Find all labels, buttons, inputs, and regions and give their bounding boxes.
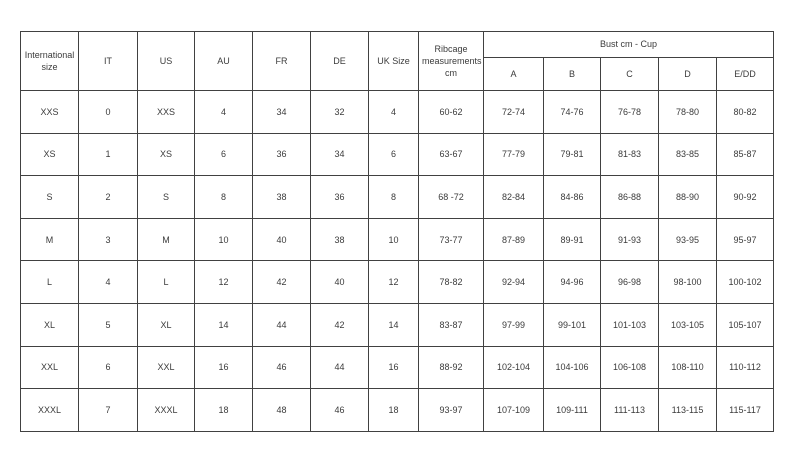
table-cell: 83-87 <box>419 303 484 346</box>
table-cell: 40 <box>253 218 311 261</box>
table-row <box>21 91 774 134</box>
table-row <box>21 346 774 389</box>
table-cell: 100-102 <box>717 261 774 304</box>
table-cell: 8 <box>369 176 419 219</box>
table-cell: L <box>21 261 79 304</box>
table-cell: 3 <box>79 218 138 261</box>
table-cell: 38 <box>311 218 369 261</box>
table-cell: 12 <box>369 261 419 304</box>
table-cell: 36 <box>311 176 369 219</box>
column-header-international-size: International size <box>21 32 79 91</box>
table-cell: 88-90 <box>659 176 717 219</box>
table-cell: 60-62 <box>419 91 484 134</box>
table-cell: 42 <box>253 261 311 304</box>
table-cell: 63-67 <box>419 133 484 176</box>
table-row <box>21 133 774 176</box>
table-cell: 77-79 <box>484 133 544 176</box>
table-cell: 14 <box>195 303 253 346</box>
table-cell: 79-81 <box>544 133 601 176</box>
table-cell: 87-89 <box>484 218 544 261</box>
column-header-uk-size: UK Size <box>369 32 419 91</box>
table-cell: 4 <box>79 261 138 304</box>
table-cell: XS <box>21 133 79 176</box>
column-header-fr: FR <box>253 32 311 91</box>
column-header-cup-edd: E/DD <box>717 58 774 91</box>
table-cell: XL <box>138 303 195 346</box>
table-header <box>21 32 774 91</box>
table-cell: 76-78 <box>601 91 659 134</box>
column-header-au: AU <box>195 32 253 91</box>
table-cell: 8 <box>195 176 253 219</box>
table-cell: 90-92 <box>717 176 774 219</box>
table-cell: XXL <box>21 346 79 389</box>
table-cell: 14 <box>369 303 419 346</box>
table-cell: 1 <box>79 133 138 176</box>
table-cell: 83-85 <box>659 133 717 176</box>
table-cell: 89-91 <box>544 218 601 261</box>
table-cell: 113-115 <box>659 389 717 432</box>
table-cell: XS <box>138 133 195 176</box>
table-cell: 74-76 <box>544 91 601 134</box>
column-group-header-bust-cup: Bust cm - Cup <box>484 32 774 58</box>
table-cell: 105-107 <box>717 303 774 346</box>
table-cell: 18 <box>369 389 419 432</box>
table-cell: M <box>138 218 195 261</box>
table-cell: 99-101 <box>544 303 601 346</box>
table-cell: 4 <box>195 91 253 134</box>
column-header-de: DE <box>311 32 369 91</box>
table-cell: 0 <box>79 91 138 134</box>
table-cell: 102-104 <box>484 346 544 389</box>
table-cell: 4 <box>369 91 419 134</box>
table-cell: 93-95 <box>659 218 717 261</box>
size-table-body <box>21 91 774 432</box>
table-cell: 111-113 <box>601 389 659 432</box>
table-cell: 94-96 <box>544 261 601 304</box>
table-cell: 46 <box>253 346 311 389</box>
table-cell: 78-80 <box>659 91 717 134</box>
table-cell: 46 <box>311 389 369 432</box>
table-row <box>21 261 774 304</box>
table-row <box>21 303 774 346</box>
table-cell: 107-109 <box>484 389 544 432</box>
table-cell: 106-108 <box>601 346 659 389</box>
header-row-top <box>21 32 774 58</box>
column-header-it: IT <box>79 32 138 91</box>
table-cell: 7 <box>79 389 138 432</box>
table-row <box>21 218 774 261</box>
table-cell: 10 <box>195 218 253 261</box>
table-cell: XXL <box>138 346 195 389</box>
table-cell: 88-92 <box>419 346 484 389</box>
table-cell: 68 -72 <box>419 176 484 219</box>
table-cell: 44 <box>311 346 369 389</box>
table-cell: 38 <box>253 176 311 219</box>
table-cell: 42 <box>311 303 369 346</box>
table-cell: 85-87 <box>717 133 774 176</box>
table-cell: 34 <box>311 133 369 176</box>
table-cell: 93-97 <box>419 389 484 432</box>
table-cell: 5 <box>79 303 138 346</box>
size-conversion-table <box>20 31 774 432</box>
table-cell: 84-86 <box>544 176 601 219</box>
table-cell: 103-105 <box>659 303 717 346</box>
table-cell: 80-82 <box>717 91 774 134</box>
column-header-cup-a: A <box>484 58 544 91</box>
table-cell: 6 <box>195 133 253 176</box>
table-cell: 40 <box>311 261 369 304</box>
table-cell: 98-100 <box>659 261 717 304</box>
table-cell: 16 <box>195 346 253 389</box>
table-cell: 12 <box>195 261 253 304</box>
table-cell: 73-77 <box>419 218 484 261</box>
table-cell: 101-103 <box>601 303 659 346</box>
table-cell: 81-83 <box>601 133 659 176</box>
table-cell: 82-84 <box>484 176 544 219</box>
table-cell: S <box>21 176 79 219</box>
column-header-cup-c: C <box>601 58 659 91</box>
table-cell: S <box>138 176 195 219</box>
table-cell: 36 <box>253 133 311 176</box>
table-cell: 96-98 <box>601 261 659 304</box>
table-cell: XL <box>21 303 79 346</box>
table-cell: 91-93 <box>601 218 659 261</box>
table-cell: 48 <box>253 389 311 432</box>
table-cell: 110-112 <box>717 346 774 389</box>
table-cell: 92-94 <box>484 261 544 304</box>
table-cell: 86-88 <box>601 176 659 219</box>
table-row <box>21 389 774 432</box>
table-cell: XXS <box>21 91 79 134</box>
table-cell: 44 <box>253 303 311 346</box>
table-cell: 32 <box>311 91 369 134</box>
column-header-ribcage: Ribcage measurements cm <box>419 32 484 91</box>
table-cell: 34 <box>253 91 311 134</box>
table-cell: XXS <box>138 91 195 134</box>
table-cell: 104-106 <box>544 346 601 389</box>
table-cell: XXXL <box>21 389 79 432</box>
table-row <box>21 176 774 219</box>
table-cell: 108-110 <box>659 346 717 389</box>
table-cell: 72-74 <box>484 91 544 134</box>
table-cell: 6 <box>79 346 138 389</box>
table-cell: 95-97 <box>717 218 774 261</box>
table-cell: XXXL <box>138 389 195 432</box>
table-cell: 6 <box>369 133 419 176</box>
table-cell: 10 <box>369 218 419 261</box>
column-header-us: US <box>138 32 195 91</box>
table-cell: 97-99 <box>484 303 544 346</box>
table-cell: 18 <box>195 389 253 432</box>
table-cell: M <box>21 218 79 261</box>
table-cell: 2 <box>79 176 138 219</box>
table-cell: 78-82 <box>419 261 484 304</box>
table-cell: 109-111 <box>544 389 601 432</box>
table-cell: L <box>138 261 195 304</box>
column-header-cup-d: D <box>659 58 717 91</box>
table-cell: 16 <box>369 346 419 389</box>
table-cell: 115-117 <box>717 389 774 432</box>
column-header-cup-b: B <box>544 58 601 91</box>
